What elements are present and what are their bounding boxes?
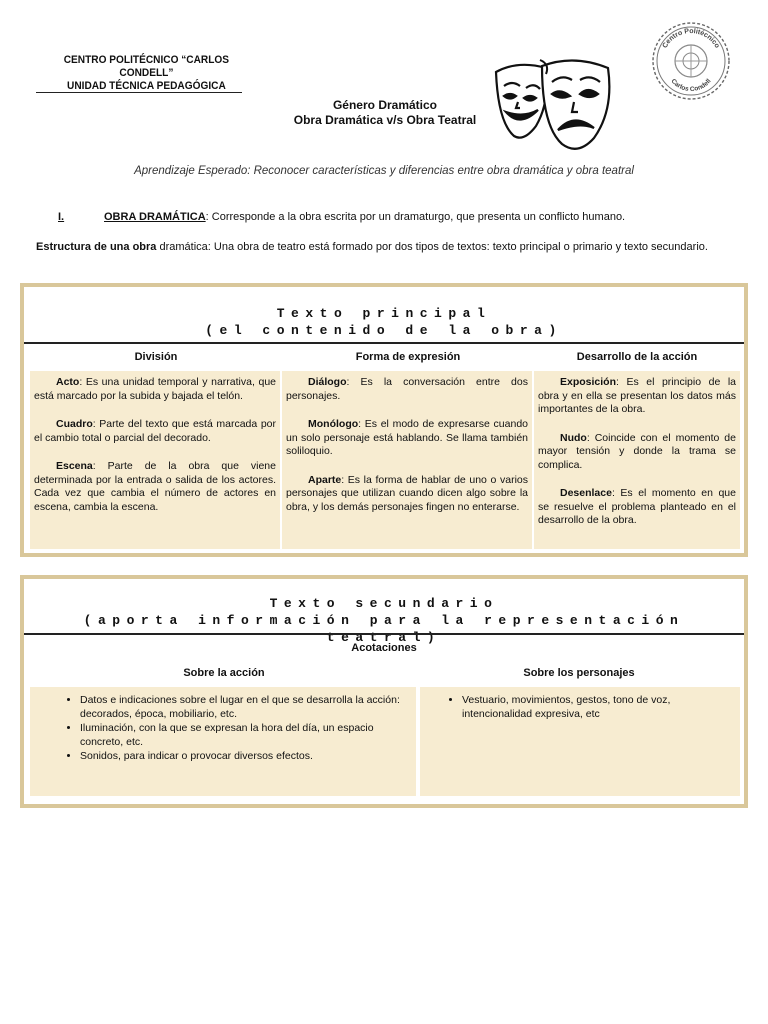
principal-divider <box>24 342 744 344</box>
desarrollo-desenlace: Desenlace: Es el momento en que se resuelve el problema planteado en el desarrollo de la obra. <box>538 487 736 526</box>
division-escena: Escena: Parte de la obra que viene determinada por la entrada o salida de los actores. Cada vez que cambia el número de actores en escena, cambia la escena. <box>34 460 276 513</box>
section-definition: : Corresponde a la obra escrita por un dramaturgo, que presenta un conflicto humano. <box>205 211 626 223</box>
svg-text:Carlos Condell: Carlos Condell <box>669 77 713 94</box>
column-header-personajes: Sobre los personajes <box>523 667 635 679</box>
list-item: • Vestuario, movimientos, gestos, tono de voz, intencionalidad expresiva, etc <box>462 694 736 721</box>
estructura-text: dramática: Una obra de teatro está formado por dos tipos de textos: texto principal o primario y texto secundario. <box>156 241 708 253</box>
institution-header <box>36 54 257 93</box>
title-block <box>260 98 510 128</box>
desarrollo-exposicion: Exposición: Es el principio de la obra y en ella se presentan los datos más importantes de la obra. <box>538 376 736 415</box>
learning-objective: Aprendizaje Esperado: Reconocer características y diferencias entre obra dramática y obra teatral <box>134 165 634 177</box>
personajes-cell <box>420 687 740 796</box>
forma-cell <box>282 371 532 549</box>
secundario-title <box>24 595 744 646</box>
section-heading: OBRA DRAMÁTICA <box>104 211 206 223</box>
principal-title <box>24 305 744 339</box>
section-number: I. <box>58 211 65 223</box>
header-underline <box>36 92 242 93</box>
estructura-label: Estructura de una obra <box>36 241 157 253</box>
division-cell <box>30 371 280 549</box>
division-acto: Acto: Es una unidad temporal y narrativa, que está marcado por la subida y bajada el telón. <box>34 376 276 402</box>
personajes-list <box>424 694 736 721</box>
secundario-title-line2: (aporta información para la representación teatral) <box>83 613 685 645</box>
division-cuadro: Cuadro: Parte del texto que está marcada por el cambio total o parcial del decorado. <box>34 418 276 444</box>
list-item: • Iluminación, con la que se expresan la hora del día, un espacio concreto, etc. <box>80 722 412 749</box>
list-item: • Datos e indicaciones sobre el lugar en el que se desarrolla la acción: decorados, época, mobiliario, etc. <box>80 694 412 721</box>
institution-name: CENTRO POLITÉCNICO “CARLOS CONDELL” <box>63 54 230 79</box>
list-item: • Sonidos, para indicar o provocar diversos efectos. <box>80 750 412 764</box>
texto-secundario-table <box>20 575 748 808</box>
column-header-forma: Forma de expresión <box>355 351 461 363</box>
estructura-paragraph <box>36 241 708 253</box>
forma-monologo: Monólogo: Es el modo de expresarse cuando un solo personaje está hablando. Se llama también soliloquio. <box>286 418 528 457</box>
page-subtitle: Obra Dramática v/s Obra Teatral <box>293 113 477 127</box>
principal-title-line2: (el contenido de la obra) <box>205 323 563 338</box>
svg-text:Centro Politécnico: Centro Politécnico <box>661 27 721 50</box>
texto-principal-table <box>20 283 748 557</box>
section-obra-dramatica <box>58 211 625 223</box>
column-header-division: División <box>134 351 178 363</box>
theater-masks-icon <box>490 52 618 157</box>
column-header-accion: Sobre la acción <box>183 667 265 679</box>
accion-list <box>34 694 412 764</box>
column-header-desarrollo: Desarrollo de la acción <box>576 351 698 363</box>
desarrollo-cell <box>534 371 740 549</box>
unit-name: UNIDAD TÉCNICA PEDAGÓGICA <box>67 80 226 92</box>
page-title: Género Dramático <box>332 98 438 112</box>
forma-aparte: Aparte: Es la forma de hablar de uno o varios personajes que utilizan cuando dicen algo sobre la obra, y los demás personajes fingen no enterarse. <box>286 473 528 513</box>
secundario-title-line1: Texto secundario <box>269 596 499 611</box>
forma-dialogo: Diálogo: Es la conversación entre dos personajes. <box>286 376 528 402</box>
secundario-divider <box>24 633 744 635</box>
acotaciones-header: Acotaciones <box>351 642 417 654</box>
desarrollo-nudo: Nudo: Coincide con el momento de mayor tensión y donde la trama se complica. <box>538 431 736 471</box>
principal-title-line1: Texto principal <box>276 306 492 321</box>
accion-cell <box>30 687 416 796</box>
school-seal-logo <box>650 20 732 102</box>
